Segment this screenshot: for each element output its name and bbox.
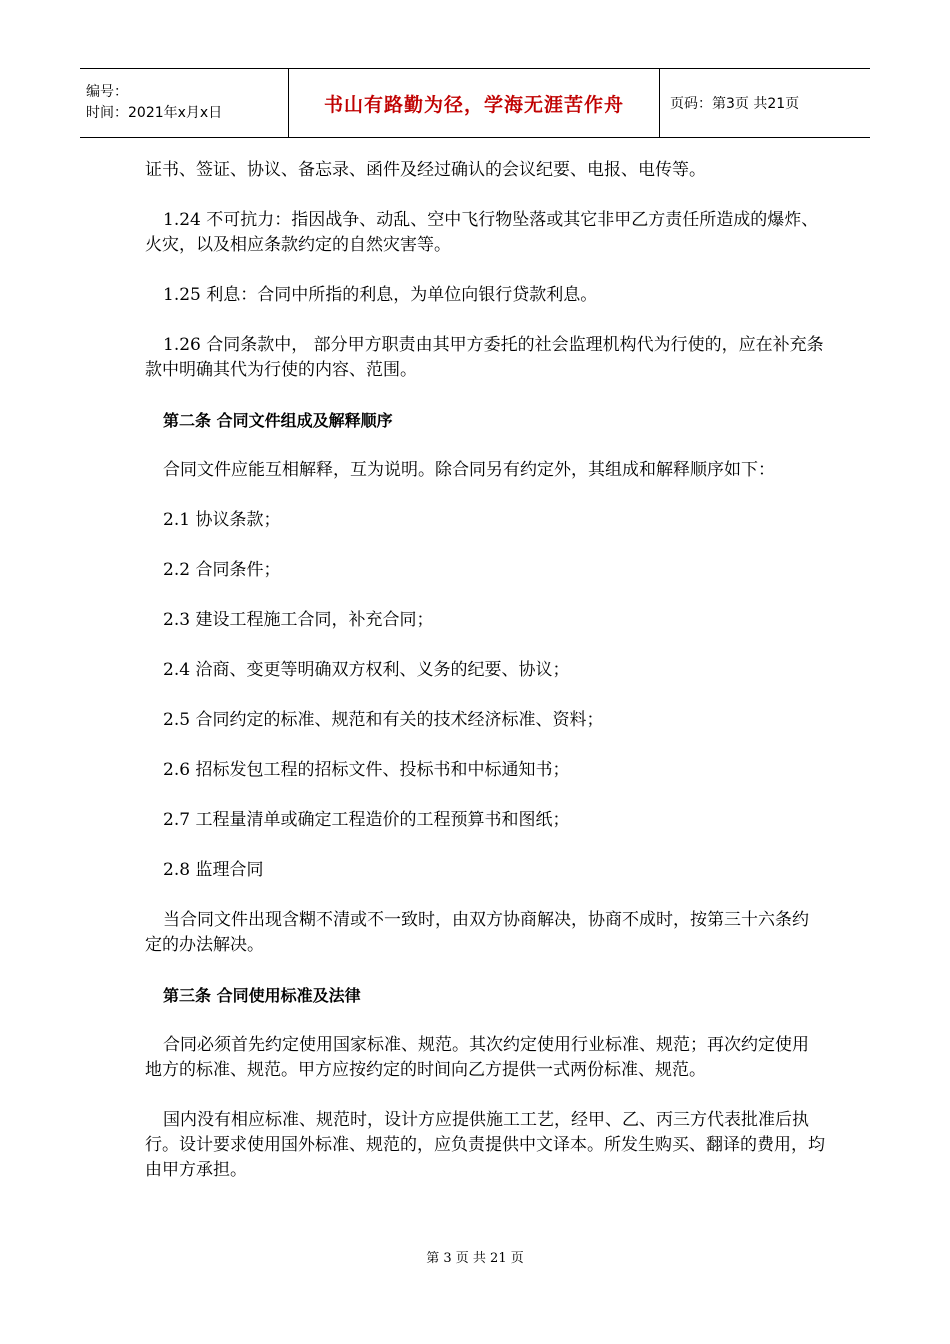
time-label: 时间：2021年x月x日: [86, 105, 223, 121]
document-body: [145, 158, 825, 1208]
header-page-info: [660, 69, 870, 137]
list-item: 2.2 合同条件；: [163, 560, 281, 580]
paragraph: 合同文件应能互相解释，互为说明。除合同另有约定外，其组成和解释顺序如下：: [163, 460, 775, 480]
list-item: 2.7 工程量清单或确定工程造价的工程预算书和图纸；: [163, 810, 570, 830]
list-item: 2.8 监理合同: [163, 860, 264, 880]
paragraph: 国内没有相应标准、规范时，设计方应提供施工工艺，经甲、乙、丙三方代表批准后执行。设计要求使用国外标准、规范的，应负责提供中文译本。所发生购买、翻译的费用，均由甲方承担。: [145, 1110, 825, 1180]
section-heading: 第三条 合同使用标准及法律: [163, 986, 361, 1005]
list-item: 2.4 洽商、变更等明确双方权利、义务的纪要、协议；: [163, 660, 570, 680]
page-header: [80, 68, 870, 138]
section-heading: 第二条 合同文件组成及解释顺序: [163, 411, 393, 430]
paragraph: 1.24 不可抗力：指因战争、动乱、空中飞行物坠落或其它非甲乙方责任所造成的爆炸、火灾，以及相应条款约定的自然灾害等。: [145, 210, 819, 255]
paragraph: 合同必须首先约定使用国家标准、规范。其次约定使用行业标准、规范；再次约定使用地方的标准、规范。甲方应按约定的时间向乙方提供一式两份标准、规范。: [145, 1035, 809, 1080]
paragraph: 1.26 合同条款中， 部分甲方职责由其甲方委托的社会监理机构代为行使的，应在补充条款中明确其代为行使的内容、范围。: [145, 335, 824, 380]
paragraph: 当合同文件出现含糊不清或不一致时，由双方协商解决，协商不成时，按第三十六条约定的办法解决。: [145, 910, 809, 955]
motto: 书山有路勤为径，学海无涯苦作舟: [323, 93, 624, 116]
list-item: 2.3 建设工程施工合同，补充合同；: [163, 610, 434, 630]
list-item: 2.6 招标发包工程的招标文件、投标书和中标通知书；: [163, 760, 570, 780]
header-meta: [80, 69, 289, 137]
header-motto-cell: [289, 69, 660, 137]
page-footer: 第 3 页 共 21 页: [426, 1251, 524, 1266]
page-info: 页码：第3页 共21页: [670, 96, 800, 112]
paragraph: 1.25 利息：合同中所指的利息，为单位向银行贷款利息。: [163, 285, 598, 305]
list-item: 2.5 合同约定的标准、规范和有关的技术经济标准、资料；: [163, 710, 604, 730]
number-label: 编号：: [86, 84, 128, 100]
list-item: 2.1 协议条款；: [163, 510, 281, 530]
paragraph: 证书、签证、协议、备忘录、函件及经过确认的会议纪要、电报、电传等。: [145, 160, 706, 180]
